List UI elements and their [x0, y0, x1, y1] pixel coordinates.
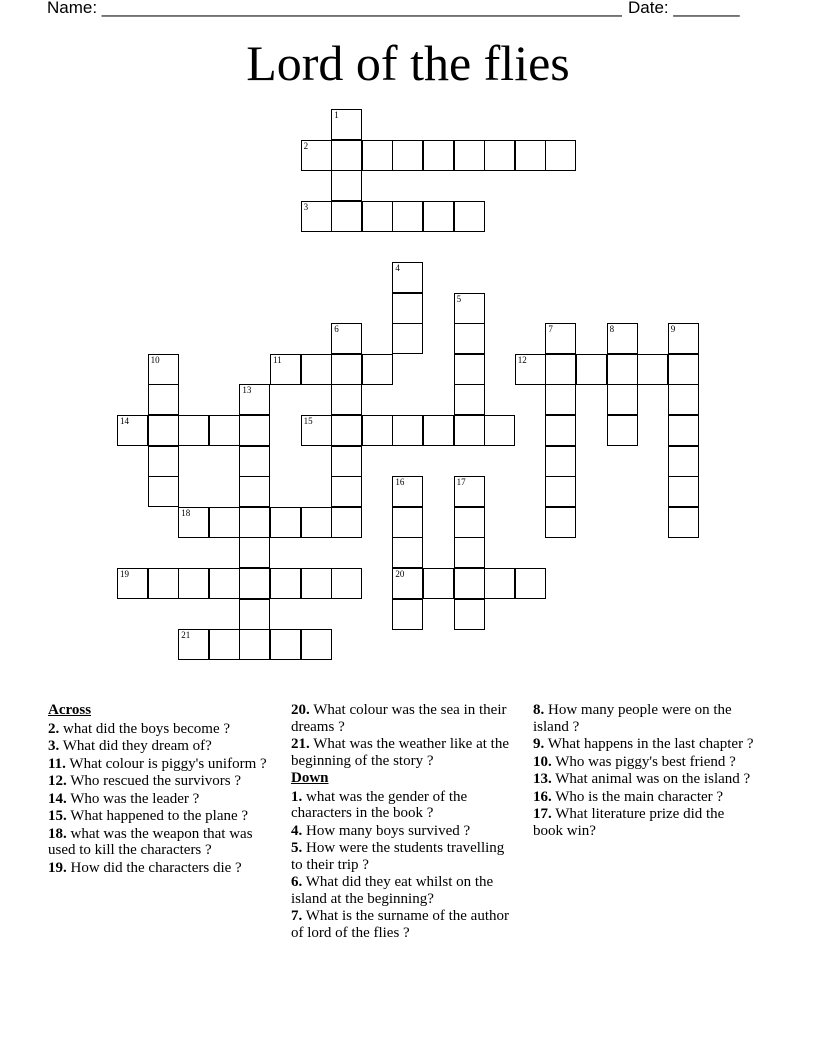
- clue-item: [48, 808, 280, 825]
- clue-text: What happened to the plane ?: [66, 808, 249, 824]
- cell-number: 11: [273, 354, 282, 365]
- crossword-cell[interactable]: [392, 262, 423, 293]
- clue-number: 21.: [291, 736, 310, 752]
- crossword-cell[interactable]: [239, 446, 270, 477]
- clue-number: 8.: [533, 702, 545, 718]
- cell-number: 9: [670, 324, 676, 335]
- crossword-cell[interactable]: [392, 201, 423, 232]
- crossword-cell[interactable]: [484, 568, 515, 599]
- cell-number: 2: [303, 140, 309, 151]
- crossword-cell[interactable]: [148, 384, 179, 415]
- clue-number: 3.: [48, 738, 60, 754]
- crossword-cell[interactable]: [515, 568, 546, 599]
- clue-number: 10.: [533, 753, 552, 770]
- crossword-cell[interactable]: [301, 201, 332, 232]
- clue-text: Who rescued the survivors ?: [66, 773, 242, 789]
- date-field-label: Date: _______: [628, 0, 740, 17]
- clue-number: 4.: [291, 822, 303, 839]
- clue-text: How many people were on the island ?: [533, 702, 732, 735]
- crossword-cell[interactable]: [607, 415, 638, 446]
- clue-item: [533, 789, 758, 806]
- clue-item: [533, 736, 758, 753]
- clue-text: What did they dream of?: [59, 738, 212, 754]
- crossword-cell[interactable]: [454, 354, 485, 385]
- crossword-cell[interactable]: [239, 568, 270, 599]
- crossword-cell[interactable]: [178, 629, 209, 660]
- cell-number: 15: [303, 416, 313, 426]
- clue-item: [291, 823, 513, 840]
- cell-number: 7: [548, 324, 553, 335]
- clue-item: [291, 736, 513, 769]
- clue-text: What colour is piggy's uniform ?: [65, 755, 267, 772]
- crossword-cell[interactable]: [362, 201, 393, 232]
- crossword-cell[interactable]: [454, 293, 485, 324]
- cell-number: 16: [395, 477, 405, 488]
- crossword-cell[interactable]: [454, 384, 485, 415]
- cell-number: 19: [120, 569, 129, 579]
- clue-text: what was the gender of the characters in the book ?: [291, 788, 468, 821]
- crossword-cell[interactable]: [270, 568, 301, 599]
- clue-text: Who is the main character ?: [551, 788, 724, 805]
- crossword-cell[interactable]: [454, 537, 485, 568]
- clue-column-1: [48, 702, 280, 877]
- crossword-cell[interactable]: [331, 446, 362, 477]
- clue-text: What is the surname of the author of lord of the flies ?: [291, 908, 509, 941]
- clue-column-3: [533, 702, 758, 840]
- crossword-cell[interactable]: [148, 568, 179, 599]
- crossword-cell[interactable]: [270, 629, 301, 660]
- clue-item: [533, 771, 758, 788]
- crossword-cell[interactable]: [515, 354, 546, 385]
- crossword-cell[interactable]: [178, 415, 209, 446]
- crossword-cell[interactable]: [484, 415, 515, 446]
- clue-number: 14.: [48, 790, 67, 807]
- crossword-cell[interactable]: [392, 476, 423, 507]
- crossword-cell[interactable]: [454, 201, 485, 232]
- crossword-cell[interactable]: [331, 170, 362, 201]
- crossword-cell[interactable]: [362, 415, 393, 446]
- crossword-cell[interactable]: [331, 415, 362, 446]
- crossword-cell[interactable]: [117, 415, 148, 446]
- crossword-cell[interactable]: [392, 140, 423, 171]
- clue-number: 16.: [533, 788, 552, 805]
- crossword-cell[interactable]: [392, 293, 423, 324]
- crossword-cell[interactable]: [209, 507, 240, 538]
- crossword-cell[interactable]: [545, 354, 576, 385]
- crossword-cell[interactable]: [392, 507, 423, 538]
- crossword-cell[interactable]: [392, 323, 423, 354]
- crossword-cell[interactable]: [270, 354, 301, 385]
- crossword-cell[interactable]: [331, 568, 362, 599]
- crossword-cell[interactable]: [239, 476, 270, 507]
- clue-item: [291, 840, 513, 873]
- clue-text: Who was piggy's best friend ?: [551, 753, 736, 770]
- clue-number: 13.: [533, 771, 552, 787]
- cell-number: 6: [334, 324, 339, 335]
- clue-text: What happens in the last chapter ?: [544, 736, 754, 752]
- cell-number: 21: [181, 630, 191, 641]
- page-title: Lord of the flies: [246, 35, 570, 91]
- clue-item: [533, 754, 758, 771]
- clue-item: [533, 806, 758, 839]
- crossword-cell[interactable]: [209, 568, 240, 599]
- crossword-cell[interactable]: [668, 476, 699, 507]
- crossword-cell[interactable]: [301, 140, 332, 171]
- crossword-cell[interactable]: [545, 384, 576, 415]
- clue-item: [48, 756, 280, 773]
- cell-number: 5: [456, 293, 462, 304]
- clue-text: What did they eat whilst on the island at the beginning?: [291, 874, 494, 907]
- crossword-cell[interactable]: [484, 140, 515, 171]
- crossword-cell[interactable]: [454, 568, 485, 599]
- crossword-cell[interactable]: [545, 140, 576, 171]
- cell-number: 14: [120, 416, 129, 426]
- clue-column-2: [291, 702, 513, 942]
- crossword-cell[interactable]: [301, 354, 332, 385]
- clue-text: What animal was on the island ?: [551, 771, 751, 787]
- clue-number: 11.: [48, 755, 66, 772]
- crossword-cell[interactable]: [392, 568, 423, 599]
- crossword-cell[interactable]: [362, 140, 393, 171]
- clue-number: 18.: [48, 825, 67, 842]
- cell-number: 3: [303, 201, 309, 212]
- crossword-cell[interactable]: [239, 384, 270, 415]
- clue-number: 12.: [48, 773, 67, 789]
- crossword-cell[interactable]: [454, 476, 485, 507]
- crossword-cell[interactable]: [637, 354, 668, 385]
- clue-item: [48, 721, 280, 738]
- crossword-cell[interactable]: [209, 415, 240, 446]
- crossword-cell[interactable]: [423, 201, 454, 232]
- crossword-cell[interactable]: [331, 140, 362, 171]
- crossword-cell[interactable]: [148, 415, 179, 446]
- clue-number: 17.: [533, 806, 552, 822]
- crossword-cell[interactable]: [576, 354, 607, 385]
- crossword-cell[interactable]: [545, 446, 576, 477]
- clue-number: 20.: [291, 702, 310, 718]
- crossword-cell[interactable]: [515, 140, 546, 171]
- clue-item: [291, 874, 513, 907]
- clue-section-heading: Down: [291, 770, 329, 786]
- crossword-cell[interactable]: [331, 476, 362, 507]
- crossword-cell[interactable]: [148, 354, 179, 385]
- crossword-cell[interactable]: [331, 201, 362, 232]
- cell-number: 20: [395, 569, 405, 579]
- clue-item: [291, 789, 513, 822]
- crossword-cell[interactable]: [454, 415, 485, 446]
- crossword-cell[interactable]: [301, 415, 332, 446]
- cell-number: 4: [395, 263, 400, 273]
- crossword-cell[interactable]: [301, 568, 332, 599]
- cell-number: 18: [181, 507, 191, 518]
- crossword-cell[interactable]: [270, 507, 301, 538]
- cell-number: 8: [609, 324, 615, 335]
- crossword-cell[interactable]: [117, 568, 148, 599]
- clue-item: [48, 791, 280, 808]
- crossword-cell[interactable]: [423, 568, 454, 599]
- clue-item: [48, 826, 280, 859]
- clue-text: Who was the leader ?: [66, 790, 200, 807]
- clue-item: [291, 702, 513, 735]
- clue-number: 7.: [291, 908, 303, 924]
- crossword-cell[interactable]: [392, 537, 423, 568]
- crossword-cell[interactable]: [423, 415, 454, 446]
- crossword-cell[interactable]: [607, 384, 638, 415]
- clue-text: what was the weapon that was used to kill the characters ?: [48, 825, 253, 858]
- crossword-cell[interactable]: [454, 140, 485, 171]
- clue-text: What was the weather like at the beginning of the story ?: [291, 736, 509, 769]
- crossword-cell[interactable]: [454, 507, 485, 538]
- crossword-cell[interactable]: [668, 446, 699, 477]
- crossword-cell[interactable]: [668, 415, 699, 446]
- crossword-cell[interactable]: [607, 323, 638, 354]
- crossword-cell[interactable]: [545, 476, 576, 507]
- cell-number: 17: [456, 477, 466, 488]
- crossword-cell[interactable]: [454, 599, 485, 630]
- clue-item: [291, 908, 513, 941]
- clue-number: 9.: [533, 736, 545, 752]
- clue-item: [533, 702, 758, 735]
- crossword-cell[interactable]: [668, 354, 699, 385]
- crossword-cell[interactable]: [239, 415, 270, 446]
- crossword-cell[interactable]: [301, 507, 332, 538]
- crossword-cell[interactable]: [178, 507, 209, 538]
- clue-number: 6.: [291, 874, 303, 890]
- clue-text: How were the students travelling to their trip ?: [291, 840, 505, 873]
- crossword-cell[interactable]: [331, 384, 362, 415]
- crossword-cell[interactable]: [545, 507, 576, 538]
- crossword-cell[interactable]: [148, 446, 179, 477]
- cell-number: 1: [334, 110, 339, 120]
- clue-number: 19.: [48, 859, 67, 876]
- clue-text: How many boys survived ?: [302, 822, 471, 839]
- clue-text: What colour was the sea in their dreams ?: [291, 702, 507, 735]
- crossword-cell[interactable]: [362, 354, 393, 385]
- crossword-cell[interactable]: [239, 599, 270, 630]
- clue-text: How did the characters die ?: [66, 859, 242, 876]
- crossword-cell[interactable]: [545, 323, 576, 354]
- clue-number: 2.: [48, 720, 60, 737]
- clue-text: What literature prize did the book win?: [533, 806, 725, 839]
- cell-number: 12: [517, 354, 527, 365]
- crossword-cell[interactable]: [668, 323, 699, 354]
- clue-number: 1.: [291, 788, 303, 805]
- crossword-cell[interactable]: [331, 323, 362, 354]
- crossword-cell[interactable]: [668, 507, 699, 538]
- clue-number: 15.: [48, 808, 67, 824]
- clue-item: [48, 860, 280, 877]
- crossword-cell[interactable]: [607, 354, 638, 385]
- crossword-cell[interactable]: [392, 599, 423, 630]
- crossword-cell[interactable]: [209, 629, 240, 660]
- crossword-cell[interactable]: [239, 629, 270, 660]
- crossword-cell[interactable]: [331, 507, 362, 538]
- crossword-cell[interactable]: [331, 354, 362, 385]
- crossword-cell[interactable]: [454, 323, 485, 354]
- crossword-cell[interactable]: [148, 476, 179, 507]
- crossword-cell[interactable]: [331, 109, 362, 140]
- clue-number: 5.: [291, 840, 303, 856]
- name-field-label: Name: _______________________________________________________: [47, 0, 622, 17]
- cell-number: 10: [150, 354, 160, 365]
- crossword-cell[interactable]: [392, 415, 423, 446]
- crossword-cell[interactable]: [239, 507, 270, 538]
- cell-number: 13: [242, 385, 252, 396]
- clue-item: [48, 738, 280, 755]
- crossword-cell[interactable]: [423, 140, 454, 171]
- clue-text: what did the boys become ?: [59, 720, 231, 737]
- crossword-cell[interactable]: [668, 384, 699, 415]
- crossword-cell[interactable]: [301, 629, 332, 660]
- clue-item: [48, 773, 280, 790]
- crossword-cell[interactable]: [239, 537, 270, 568]
- clue-section-heading: Across: [48, 702, 92, 718]
- crossword-cell[interactable]: [545, 415, 576, 446]
- crossword-cell[interactable]: [178, 568, 209, 599]
